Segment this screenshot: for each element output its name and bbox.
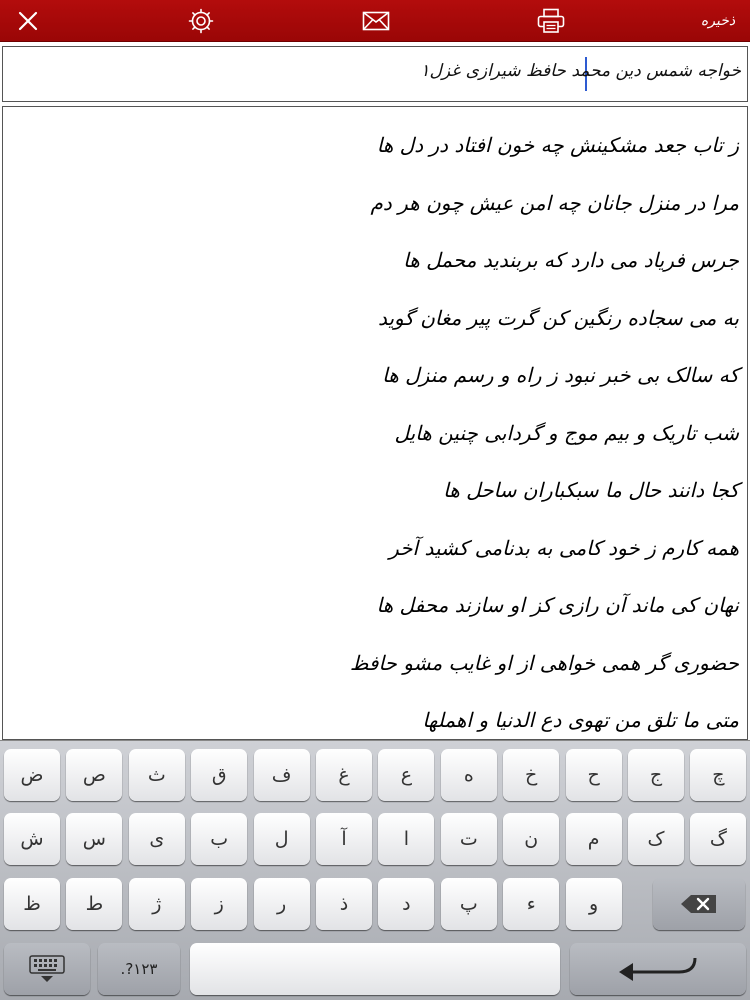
key[interactable]: ه xyxy=(441,749,497,801)
poem-line: که سالک بی خبر نبود ز راه و رسم منزل ها xyxy=(382,363,739,387)
key[interactable]: ذ xyxy=(316,878,372,930)
backspace-key[interactable] xyxy=(653,878,745,930)
keyboard xyxy=(0,740,750,1000)
save-label: ذخیره xyxy=(700,13,736,29)
print-button[interactable] xyxy=(530,0,572,42)
return-icon xyxy=(615,954,701,984)
key[interactable]: غ xyxy=(316,749,372,801)
key[interactable]: پ xyxy=(441,878,497,930)
key[interactable]: ض xyxy=(4,749,60,801)
key[interactable]: ف xyxy=(254,749,310,801)
poem-line: همه کارم ز خود کامی به بدنامی کشید آخر xyxy=(389,535,739,560)
poem-line: به می سجاده رنگین کن گرت پیر مغان گوید xyxy=(377,305,739,330)
backspace-icon xyxy=(679,893,719,915)
close-button[interactable] xyxy=(8,0,48,42)
key[interactable]: ح xyxy=(566,749,622,801)
save-button[interactable] xyxy=(698,0,738,42)
title-text: خواجه شمس دین محمد حافظ شیرازی غزل۱ xyxy=(420,61,741,81)
gear-icon xyxy=(188,8,214,34)
space-key[interactable] xyxy=(190,943,560,995)
hide-keyboard-key[interactable] xyxy=(4,943,90,995)
poem-line: نهان کی ماند آن رازی کز او سازند محفل ها xyxy=(376,593,739,617)
mail-button[interactable] xyxy=(355,0,397,42)
poem-line: متی ما تلق من تهوی دع الدنیا و اهملها xyxy=(422,708,739,732)
print-icon xyxy=(537,8,565,34)
poem-lines xyxy=(19,125,739,740)
title-field[interactable] xyxy=(2,46,748,102)
key[interactable]: س xyxy=(66,813,122,865)
key[interactable]: ش xyxy=(4,813,60,865)
key[interactable]: ظ xyxy=(4,878,60,930)
poem-line: کجا دانند حال ما سبکباران ساحل ها xyxy=(443,478,739,502)
key[interactable]: ن xyxy=(503,813,559,865)
key[interactable]: ر xyxy=(254,878,310,930)
key[interactable]: ب xyxy=(191,813,247,865)
numbers-key[interactable]: .?۱۲۳ xyxy=(98,943,180,995)
key[interactable]: ص xyxy=(66,749,122,801)
key[interactable]: گ xyxy=(690,813,746,865)
poem-text-area[interactable] xyxy=(2,106,748,740)
key[interactable]: ا xyxy=(378,813,434,865)
toolbar xyxy=(0,0,750,42)
key[interactable]: ژ xyxy=(129,878,185,930)
return-key[interactable] xyxy=(570,943,746,995)
poem-line: جرس فریاد می دارد که بربندید محمل ها xyxy=(403,248,739,272)
key[interactable]: ی xyxy=(129,813,185,865)
poem-line: شب تاریک و بیم موج و گردابی چنین هایل xyxy=(394,420,739,445)
poem-line: مرا در منزل جانان چه امن عیش چون هر دم xyxy=(370,190,739,215)
key[interactable]: چ xyxy=(690,749,746,801)
settings-button[interactable] xyxy=(180,0,222,42)
key[interactable]: ل xyxy=(254,813,310,865)
key[interactable]: د xyxy=(378,878,434,930)
mail-icon xyxy=(362,11,390,31)
key[interactable]: ت xyxy=(441,813,497,865)
poem-line: ز تاب جعد مشکینش چه خون افتاد در دل ها xyxy=(376,133,739,157)
key[interactable]: آ xyxy=(316,813,372,865)
close-icon xyxy=(17,10,39,32)
key[interactable]: و xyxy=(566,878,622,930)
key[interactable]: ق xyxy=(191,749,247,801)
key[interactable]: خ xyxy=(503,749,559,801)
key[interactable]: ث xyxy=(129,749,185,801)
key[interactable]: ء xyxy=(503,878,559,930)
keyboard-hide-icon xyxy=(29,955,65,983)
key[interactable]: ک xyxy=(628,813,684,865)
poem-line: حضوری گر همی خواهی از او غایب مشو حافظ xyxy=(349,650,739,675)
key[interactable]: م xyxy=(566,813,622,865)
key[interactable]: ز xyxy=(191,878,247,930)
key[interactable]: ج xyxy=(628,749,684,801)
key[interactable]: ع xyxy=(378,749,434,801)
key[interactable]: ط xyxy=(66,878,122,930)
